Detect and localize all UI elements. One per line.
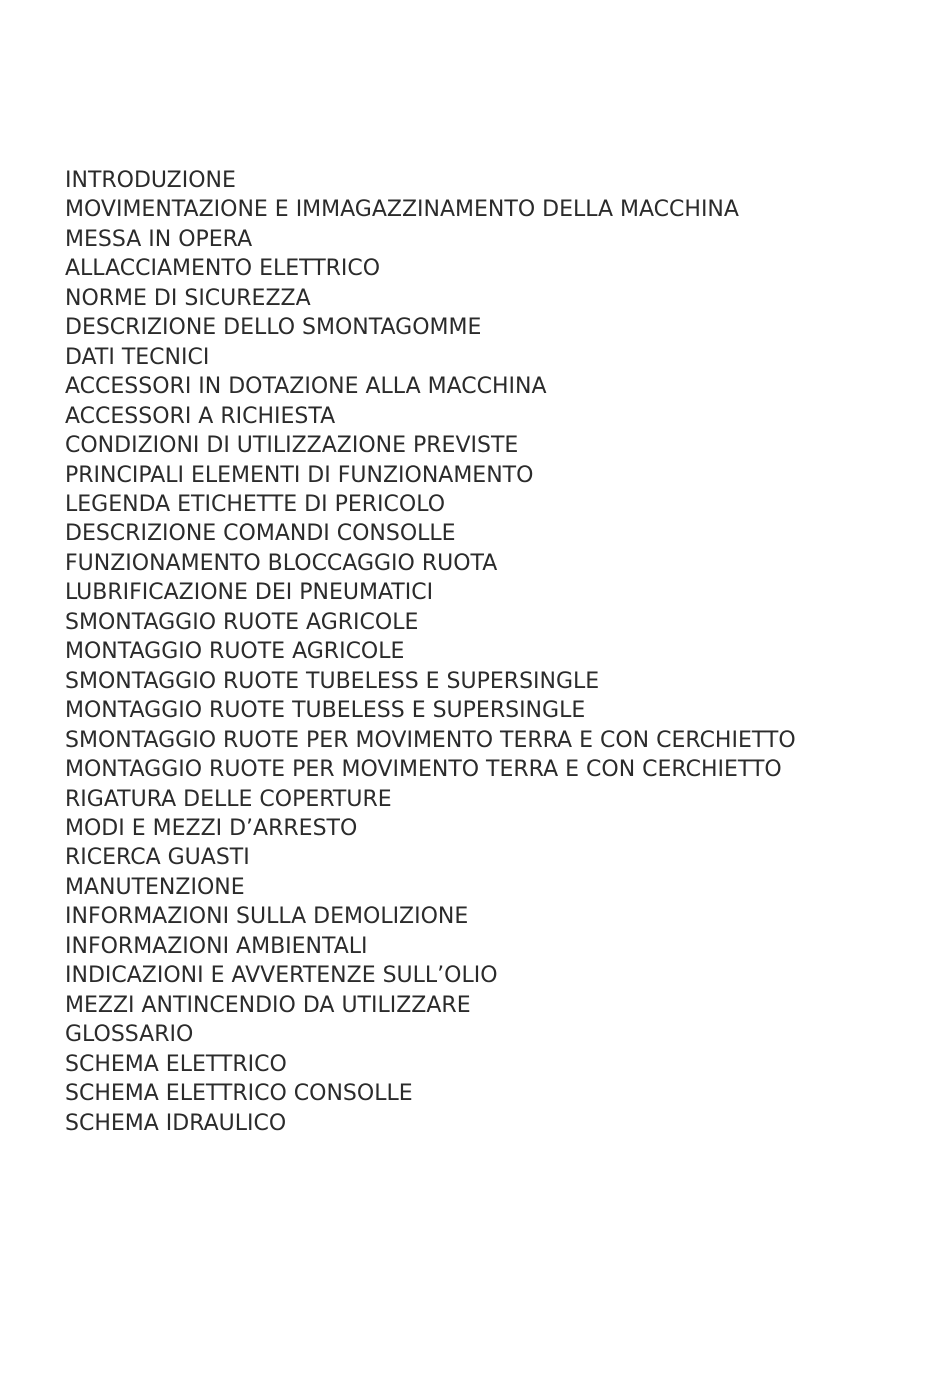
toc-item-smontaggio-tubeless: SMONTAGGIO RUOTE TUBELESS E SUPERSINGLE — [65, 668, 600, 694]
toc-item-mezzi-antincendio: MEZZI ANTINCENDIO DA UTILIZZARE — [65, 992, 471, 1018]
toc-item-descrizione-comandi: DESCRIZIONE COMANDI CONSOLLE — [65, 521, 456, 547]
toc-item-montaggio-agricole: MONTAGGIO RUOTE AGRICOLE — [65, 639, 405, 665]
toc-item-allacciamento-elettrico: ALLACCIAMENTO ELETTRICO — [65, 256, 381, 282]
toc-item-informazioni-ambientali: INFORMAZIONI AMBIENTALI — [65, 933, 368, 959]
toc-item-smontaggio-movimento-terra: SMONTAGGIO RUOTE PER MOVIMENTO TERRA E CON CERCHIETTO — [65, 727, 796, 753]
toc-item-lubrificazione: LUBRIFICAZIONE DEI PNEUMATICI — [65, 580, 434, 606]
toc-item-descrizione-smontagomme: DESCRIZIONE DELLO SMONTAGOMME — [65, 315, 482, 341]
toc-item-accessori-in-dotazione: ACCESSORI IN DOTAZIONE ALLA MACCHINA — [65, 374, 547, 400]
toc-item-ricerca-guasti: RICERCA GUASTI — [65, 845, 250, 871]
toc-item-montaggio-tubeless: MONTAGGIO RUOTE TUBELESS E SUPERSINGLE — [65, 698, 586, 724]
toc-item-messa-in-opera: MESSA IN OPERA — [65, 226, 253, 252]
toc-item-indicazioni-olio: INDICAZIONI E AVVERTENZE SULL’OLIO — [65, 963, 498, 989]
toc-item-legenda-etichette: LEGENDA ETICHETTE DI PERICOLO — [65, 491, 446, 517]
toc-item-introduzione: INTRODUZIONE — [65, 168, 236, 193]
toc-item-movimentazione: MOVIMENTAZIONE E IMMAGAZZINAMENTO DELLA MACCHINA — [65, 197, 739, 223]
toc-item-manutenzione: MANUTENZIONE — [65, 874, 245, 900]
toc-item-accessori-a-richiesta: ACCESSORI A RICHIESTA — [65, 403, 336, 429]
toc-item-informazioni-demolizione: INFORMAZIONI SULLA DEMOLIZIONE — [65, 904, 469, 930]
toc-item-funzionamento-bloccaggio: FUNZIONAMENTO BLOCCAGGIO RUOTA — [65, 550, 498, 576]
toc-item-condizioni-utilizzazione: CONDIZIONI DI UTILIZZAZIONE PREVISTE — [65, 433, 519, 459]
toc-item-schema-idraulico: SCHEMA IDRAULICO — [65, 1110, 287, 1136]
table-of-contents — [65, 166, 796, 1138]
toc-item-schema-elettrico-consolle: SCHEMA ELETTRICO CONSOLLE — [65, 1081, 413, 1107]
toc-item-modi-mezzi-arresto: MODI E MEZZI D’ARRESTO — [65, 815, 358, 841]
toc-item-principali-elementi: PRINCIPALI ELEMENTI DI FUNZIONAMENTO — [65, 462, 534, 488]
toc-item-norme-di-sicurezza: NORME DI SICUREZZA — [65, 285, 311, 311]
toc-item-dati-tecnici: DATI TECNICI — [65, 344, 210, 370]
toc-item-rigatura-coperture: RIGATURA DELLE COPERTURE — [65, 786, 392, 812]
toc-item-smontaggio-agricole: SMONTAGGIO RUOTE AGRICOLE — [65, 609, 419, 635]
toc-item-schema-elettrico: SCHEMA ELETTRICO — [65, 1051, 287, 1077]
toc-item-montaggio-movimento-terra: MONTAGGIO RUOTE PER MOVIMENTO TERRA E CON CERCHIETTO — [65, 757, 782, 783]
toc-item-glossario: GLOSSARIO — [65, 1022, 194, 1048]
